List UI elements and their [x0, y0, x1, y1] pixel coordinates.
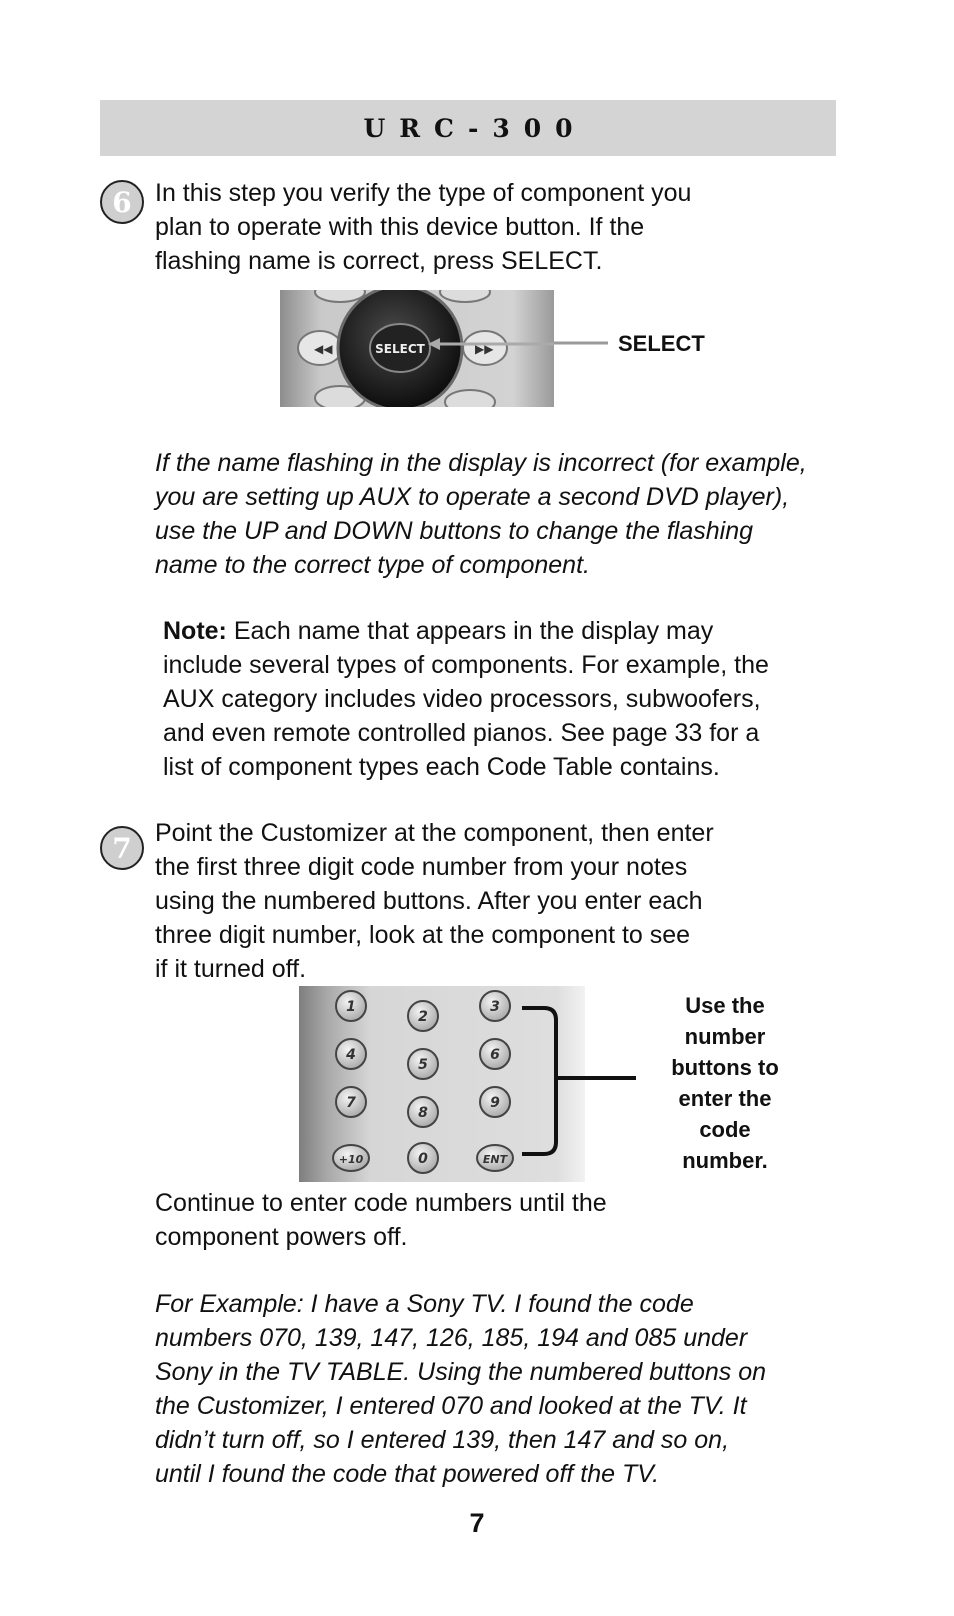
number-button-label: ENT: [482, 1153, 508, 1166]
number-button-label: 5: [418, 1057, 428, 1073]
number-button-8: [408, 1097, 438, 1127]
number-button-1: [336, 991, 366, 1021]
select-callout-line: [554, 340, 610, 346]
number-button-ent: [477, 1145, 513, 1171]
step-7-text: Point the Customizer at the component, then enter the first three digit code number from your notes using the numbered buttons. After you enter each three digit number, look at the component to see if it turned off.: [155, 819, 714, 983]
number-button-label: 2: [418, 1009, 428, 1025]
number-button-6: [480, 1039, 510, 1069]
number-button-label: 0: [418, 1151, 428, 1167]
number-button-label: 4: [346, 1047, 356, 1063]
number-button-label: 9: [490, 1095, 500, 1111]
number-button-2: [408, 1001, 438, 1031]
number-button-label: 3: [490, 999, 500, 1015]
number-button-label: +10: [338, 1153, 364, 1166]
continue-text: Continue to enter code numbers until the component powers off.: [155, 1189, 607, 1251]
step-6-text: In this step you verify the type of component you plan to operate with this device button. If the flashing name is correct, press SELECT.: [155, 179, 692, 275]
number-button-5: [408, 1049, 438, 1079]
svg-text:◀◀: ◀◀: [314, 342, 333, 356]
note-label: Note:: [163, 617, 227, 645]
note-paragraph: [163, 614, 863, 784]
number-button-plus10: [333, 1145, 369, 1171]
number-button-label: 6: [490, 1047, 500, 1063]
select-button-photo: [280, 290, 554, 407]
select-button-label: SELECT: [375, 342, 425, 356]
number-button-4: [336, 1039, 366, 1069]
number-button-label: 7: [346, 1095, 356, 1111]
step-6-italic-instructions: If the name flashing in the display is incorrect (for example, you are setting up AUX to operate a second DVD player), use the UP and DOWN buttons to change the flashing name to the correct type of component.: [155, 449, 807, 579]
note-text: Each name that appears in the display may include several types of components. For example, the AUX category includes video processors, subwoofers, and even remote controlled pianos. See page 33 for a list of component types each Code Table contains.: [163, 617, 769, 781]
svg-text:▶▶: ▶▶: [475, 342, 494, 356]
page-number: 7: [469, 1508, 485, 1538]
number-buttons-callout: Use the number buttons to enter the code number.: [671, 993, 779, 1173]
number-button-label: 8: [418, 1105, 428, 1121]
number-buttons-bracket: [520, 1002, 640, 1162]
number-button-0: [408, 1143, 438, 1173]
number-button-3: [480, 991, 510, 1021]
step-7-badge: 7: [100, 826, 144, 870]
number-button-9: [480, 1087, 510, 1117]
step-6-badge: 6: [100, 180, 144, 224]
example-text: For Example: I have a Sony TV. I found the code numbers 070, 139, 147, 126, 185, 194 and 085 under Sony in the TV TABLE. Using the numbered buttons on the Customizer, I entered 070 and looked at the TV. It didn’t turn off, so I entered 139, then 147 and so on, until I found the code that powered off the TV.: [155, 1290, 766, 1488]
select-callout-label: SELECT: [618, 331, 705, 356]
number-button-label: 1: [346, 999, 356, 1015]
number-button-7: [336, 1087, 366, 1117]
header-banner: [100, 100, 836, 156]
page-title: URC-300: [363, 113, 587, 143]
